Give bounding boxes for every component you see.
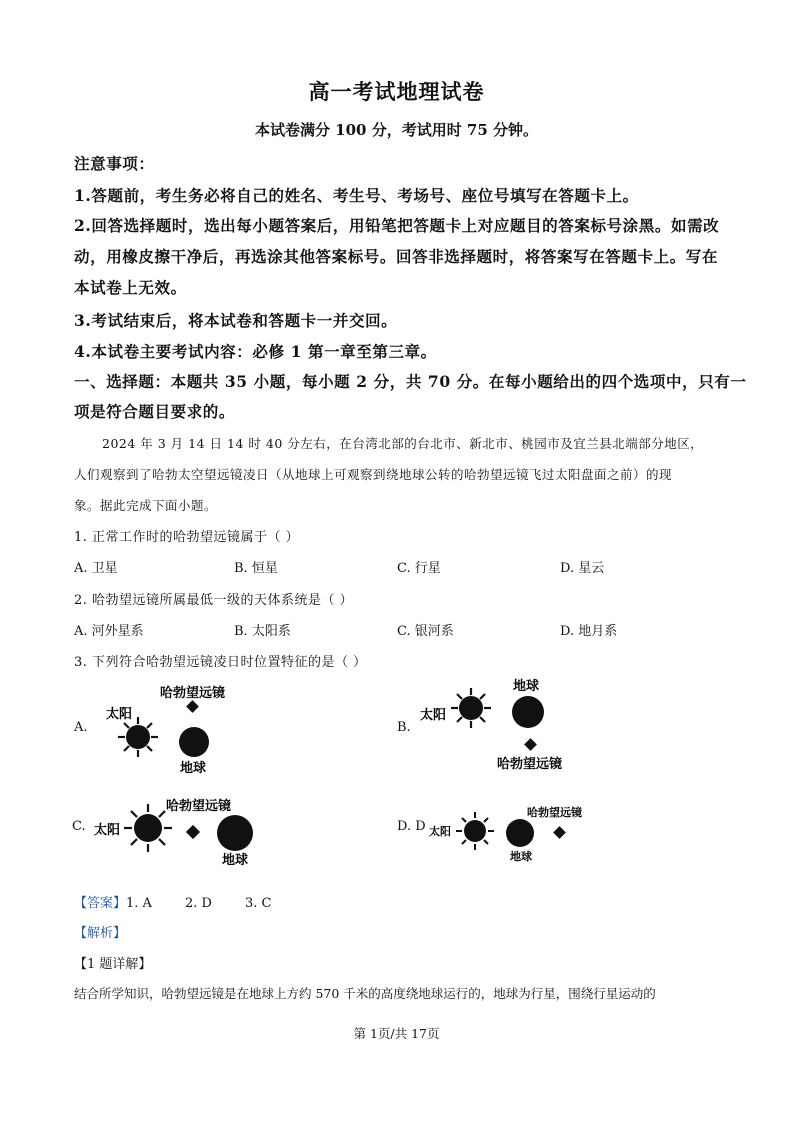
passage-line: 象。据此完成下面小题。 [74,498,218,513]
passage-line: 2024 年 3 月 14 日 14 时 40 分左右，在台湾北部的台北市、新北市、桃园市及宜兰县北端部分地区， [102,436,704,451]
option-a[interactable]: A. 卫星 [74,561,118,576]
notice-item: 3.考试结束后，将本试卷和答题卡一并交回。 [74,311,398,330]
notice-item: 4.本试卷主要考试内容：必修 1 第一章至第三章。 [74,342,437,361]
sun-label: 太阳 [429,825,451,838]
notice-item: 动，用橡皮擦干净后，再选涂其他答案标号。回答非选择题时，将答案写在答题卡上。写在 [74,247,719,266]
section-heading: 一、选择题：本题共 35 小题，每小题 2 分，共 70 分。在每小题给出的四个选项中，只有一 [74,372,747,391]
option-a[interactable]: A. 河外星系 [74,624,144,639]
earth-icon [179,727,209,757]
option-b[interactable]: B. [397,720,411,735]
hubble-icon [186,825,200,839]
option-d[interactable]: D. 星云 [560,561,605,576]
notice-item: 本试卷上无效。 [74,278,187,297]
diagram-c [92,792,262,872]
earth-label: 地球 [222,853,249,868]
exam-subtitle: 本试卷满分 100 分，考试用时 75 分钟。 [254,121,539,139]
page-title: 高一考试地理试卷 [308,79,485,104]
option-d[interactable]: D. D [397,819,426,834]
answer-line [74,892,272,911]
diagram-b [415,676,585,776]
notice-item: 2.回答选择题时，选出每小题答案后，用铅笔把答题卡上对应题目的答案标号涂黑。如需改 [74,216,720,235]
hubble-icon [553,826,566,839]
hubble-icon [524,738,537,751]
diagram-a [100,680,260,780]
option-c[interactable]: C. [72,819,86,834]
question-stem: 2. 哈勃望远镜所属最低一级的天体系统是（ ） [74,593,354,608]
hubble-label: 哈勃望远镜 [497,757,563,772]
option-a[interactable]: A. [74,720,88,735]
notice-item: 1.答题前，考生务必将自己的姓名、考生号、考场号、座位号填写在答题卡上。 [74,186,639,205]
sun-icon [118,717,158,757]
question-stem: 1. 正常工作时的哈勃望远镜属于（ ） [74,530,300,545]
section-heading-cont: 项是符合题目要求的。 [74,402,236,421]
answer-values: 1. A 2. D 3. C [126,896,272,911]
hubble-icon [186,700,199,713]
detail-text: 结合所学知识，哈勃望远镜是在地球上方约 570 千米的高度绕地球运行的，地球为行星，围绕行星运动的 [74,986,656,1001]
detail-heading: 【1 题详解】 [74,957,152,972]
answer-tag: 【答案】 [74,896,127,911]
sun-label: 太阳 [106,707,133,722]
analysis-tag: 【解析】 [74,926,127,941]
earth-label: 地球 [513,679,540,694]
hubble-label: 哈勃望远镜 [160,686,226,701]
sun-icon [456,812,494,850]
diagram-d [425,800,595,870]
question-stem: 3. 下列符合哈勃望远镜凌日时位置特征的是（ ） [74,655,367,670]
option-c[interactable]: C. 银河系 [397,624,454,639]
sun-icon [124,804,172,852]
sun-label: 太阳 [420,708,447,723]
option-d[interactable]: D. 地月系 [560,624,618,639]
option-b[interactable]: B. 太阳系 [234,624,291,639]
earth-icon [506,819,534,847]
hubble-label: 哈勃望远镜 [166,799,232,814]
page-number: 第 1页/共 17页 [353,1026,440,1041]
earth-label: 地球 [510,850,532,863]
hubble-label: 哈勃望远镜 [527,806,582,819]
option-b[interactable]: B. 恒星 [234,561,278,576]
earth-label: 地球 [180,761,207,776]
sun-icon [451,688,491,728]
option-c[interactable]: C. 行星 [397,561,441,576]
earth-icon [217,815,253,851]
sun-label: 太阳 [94,823,121,838]
notice-heading: 注意事项： [74,154,155,173]
passage-line: 人们观察到了哈勃太空望远镜凌日（从地球上可观察到绕地球公转的哈勃望远镜飞过太阳盘面之前）的现 [74,467,673,482]
earth-icon [512,696,544,728]
